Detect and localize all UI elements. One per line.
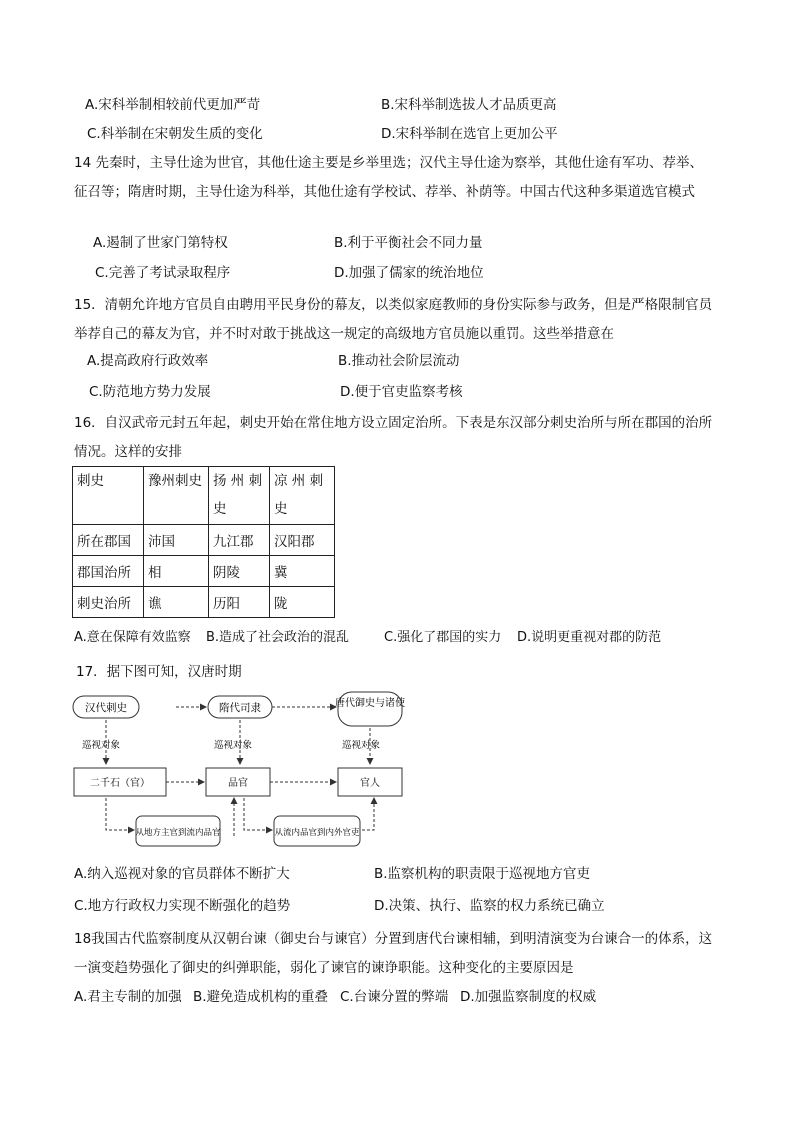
note-1-label: 从地方主官到流内品官 <box>135 828 221 838</box>
patrol-label-2: 巡视对象 <box>214 740 253 751</box>
table-cell: 郡国治所 <box>73 556 144 587</box>
q18-stem: 18我国古代监察制度从汉朝台谏（御史台与谏官）分置到唐代台谏相辅，到明清演变为台谏合一的体系，这一演变趋势强化了御史的纠弹职能，弱化了谏官的谏诤职能。这种变化的主要原因是 <box>74 931 713 976</box>
q16-option-c: C.强化了郡国的实力 <box>384 630 502 645</box>
q18-option-b: B.避免造成机构的重叠 <box>193 989 329 1005</box>
pinguan-label: 品官 <box>228 778 248 789</box>
table-cell: 刺史治所 <box>73 587 144 618</box>
table-cell: 九江郡 <box>209 525 270 556</box>
q16-option-b: B.造成了社会政治的混乱 <box>206 630 350 645</box>
table-cell: 相 <box>144 556 209 587</box>
q14-option-d: D.加强了儒家的统治地位 <box>334 265 484 281</box>
table-cell: 陇 <box>270 587 335 618</box>
q15-option-a: A.提高政府行政效率 <box>87 353 209 369</box>
q17-option-c: C.地方行政权力实现不断强化的趋势 <box>74 898 291 914</box>
q18-option-c: C.台谏分置的弊端 <box>340 989 449 1005</box>
q17-stem: 17．据下图可知，汉唐时期 <box>76 664 242 680</box>
q16-option-d: D.说明更重视对郡的防范 <box>517 630 662 645</box>
q13-option-c: C.科举制在宋朝发生质的变化 <box>87 126 263 142</box>
table-header-cell: 豫州刺史 <box>144 467 209 525</box>
q13-option-b: B.宋科举制选拔人才品质更高 <box>381 97 557 113</box>
q17-option-d: D.决策、执行、监察的权力系统已确立 <box>374 898 605 914</box>
tang-yushi-label: 唐代御史与诸使 <box>335 698 405 709</box>
q15-option-b: B.推动社会阶层流动 <box>338 353 460 369</box>
q17-diagram <box>66 688 406 853</box>
erqianshi-label: 二千石（官） <box>90 778 150 789</box>
table-header-cell: 凉 州 刺史 <box>270 467 335 525</box>
q14-option-b: B.利于平衡社会不同力量 <box>334 235 483 251</box>
table-row <box>73 525 335 556</box>
table-cell: 历阳 <box>209 587 270 618</box>
q16-option-a: A.意在保障有效监察 <box>74 630 191 645</box>
note-2-label: 从流内品官到内外官吏 <box>274 828 360 838</box>
table-cell: 所在郡国 <box>73 525 144 556</box>
q14-option-a: A.遏制了世家门第特权 <box>93 235 228 251</box>
sui-sili-label: 隋代司隶 <box>219 702 261 714</box>
q14-stem: 14 先秦时，主导仕途为世官，其他仕途主要是乡举里选；汉代主导仕途为察举，其他仕途有军功、荐举、征召等；隋唐时期，主导仕途为科举，其他仕途有学校试、荐举、补荫等。中国古代这种多渠道选官模式 <box>74 155 703 200</box>
q14-option-c: C.完善了考试录取程序 <box>95 265 231 281</box>
han-cishi-label: 汉代刺史 <box>85 702 127 714</box>
q17-option-b: B.监察机构的职责限于巡视地方官吏 <box>374 866 591 882</box>
table-header-cell: 刺史 <box>73 467 144 525</box>
q17-option-a: A.纳入巡视对象的官员群体不断扩大 <box>74 866 290 882</box>
table-row <box>73 587 335 618</box>
q15-option-d: D.便于官吏监察考核 <box>340 384 463 400</box>
q13-option-a: A.宋科举制相较前代更加严苛 <box>85 97 261 113</box>
q18-option-d: D.加强监察制度的权威 <box>460 989 597 1005</box>
q13-option-d: D.宋科举制在选官上更加公平 <box>381 126 558 142</box>
table-row <box>73 556 335 587</box>
table-header-cell: 扬 州 刺史 <box>209 467 270 525</box>
table-cell: 沛国 <box>144 525 209 556</box>
table-cell: 冀 <box>270 556 335 587</box>
q16-table <box>72 466 335 618</box>
patrol-label-1: 巡视对象 <box>82 740 121 751</box>
patrol-label-3: 巡视对象 <box>342 740 381 751</box>
table-cell: 汉阳郡 <box>270 525 335 556</box>
q15-stem: 15．清朝允许地方官员自由聘用平民身份的幕友，以类似家庭教师的身份实际参与政务，但是严格限制官员举荐自己的幕友为官，并不时对敢于挑战这一规定的高级地方官员施以重罚。这些举措意在 <box>74 297 713 342</box>
table-cell: 阴陵 <box>209 556 270 587</box>
q15-option-c: C.防范地方势力发展 <box>89 384 211 400</box>
q18-option-a: A.君主专制的加强 <box>74 989 182 1005</box>
table-cell: 谯 <box>144 587 209 618</box>
q16-stem: 16．自汉武帝元封五年起，刺史开始在常住地方设立固定治所。下表是东汉部分刺史治所与所在郡国的治所情况。这样的安排 <box>74 415 713 460</box>
guanren-label: 官人 <box>360 778 380 789</box>
